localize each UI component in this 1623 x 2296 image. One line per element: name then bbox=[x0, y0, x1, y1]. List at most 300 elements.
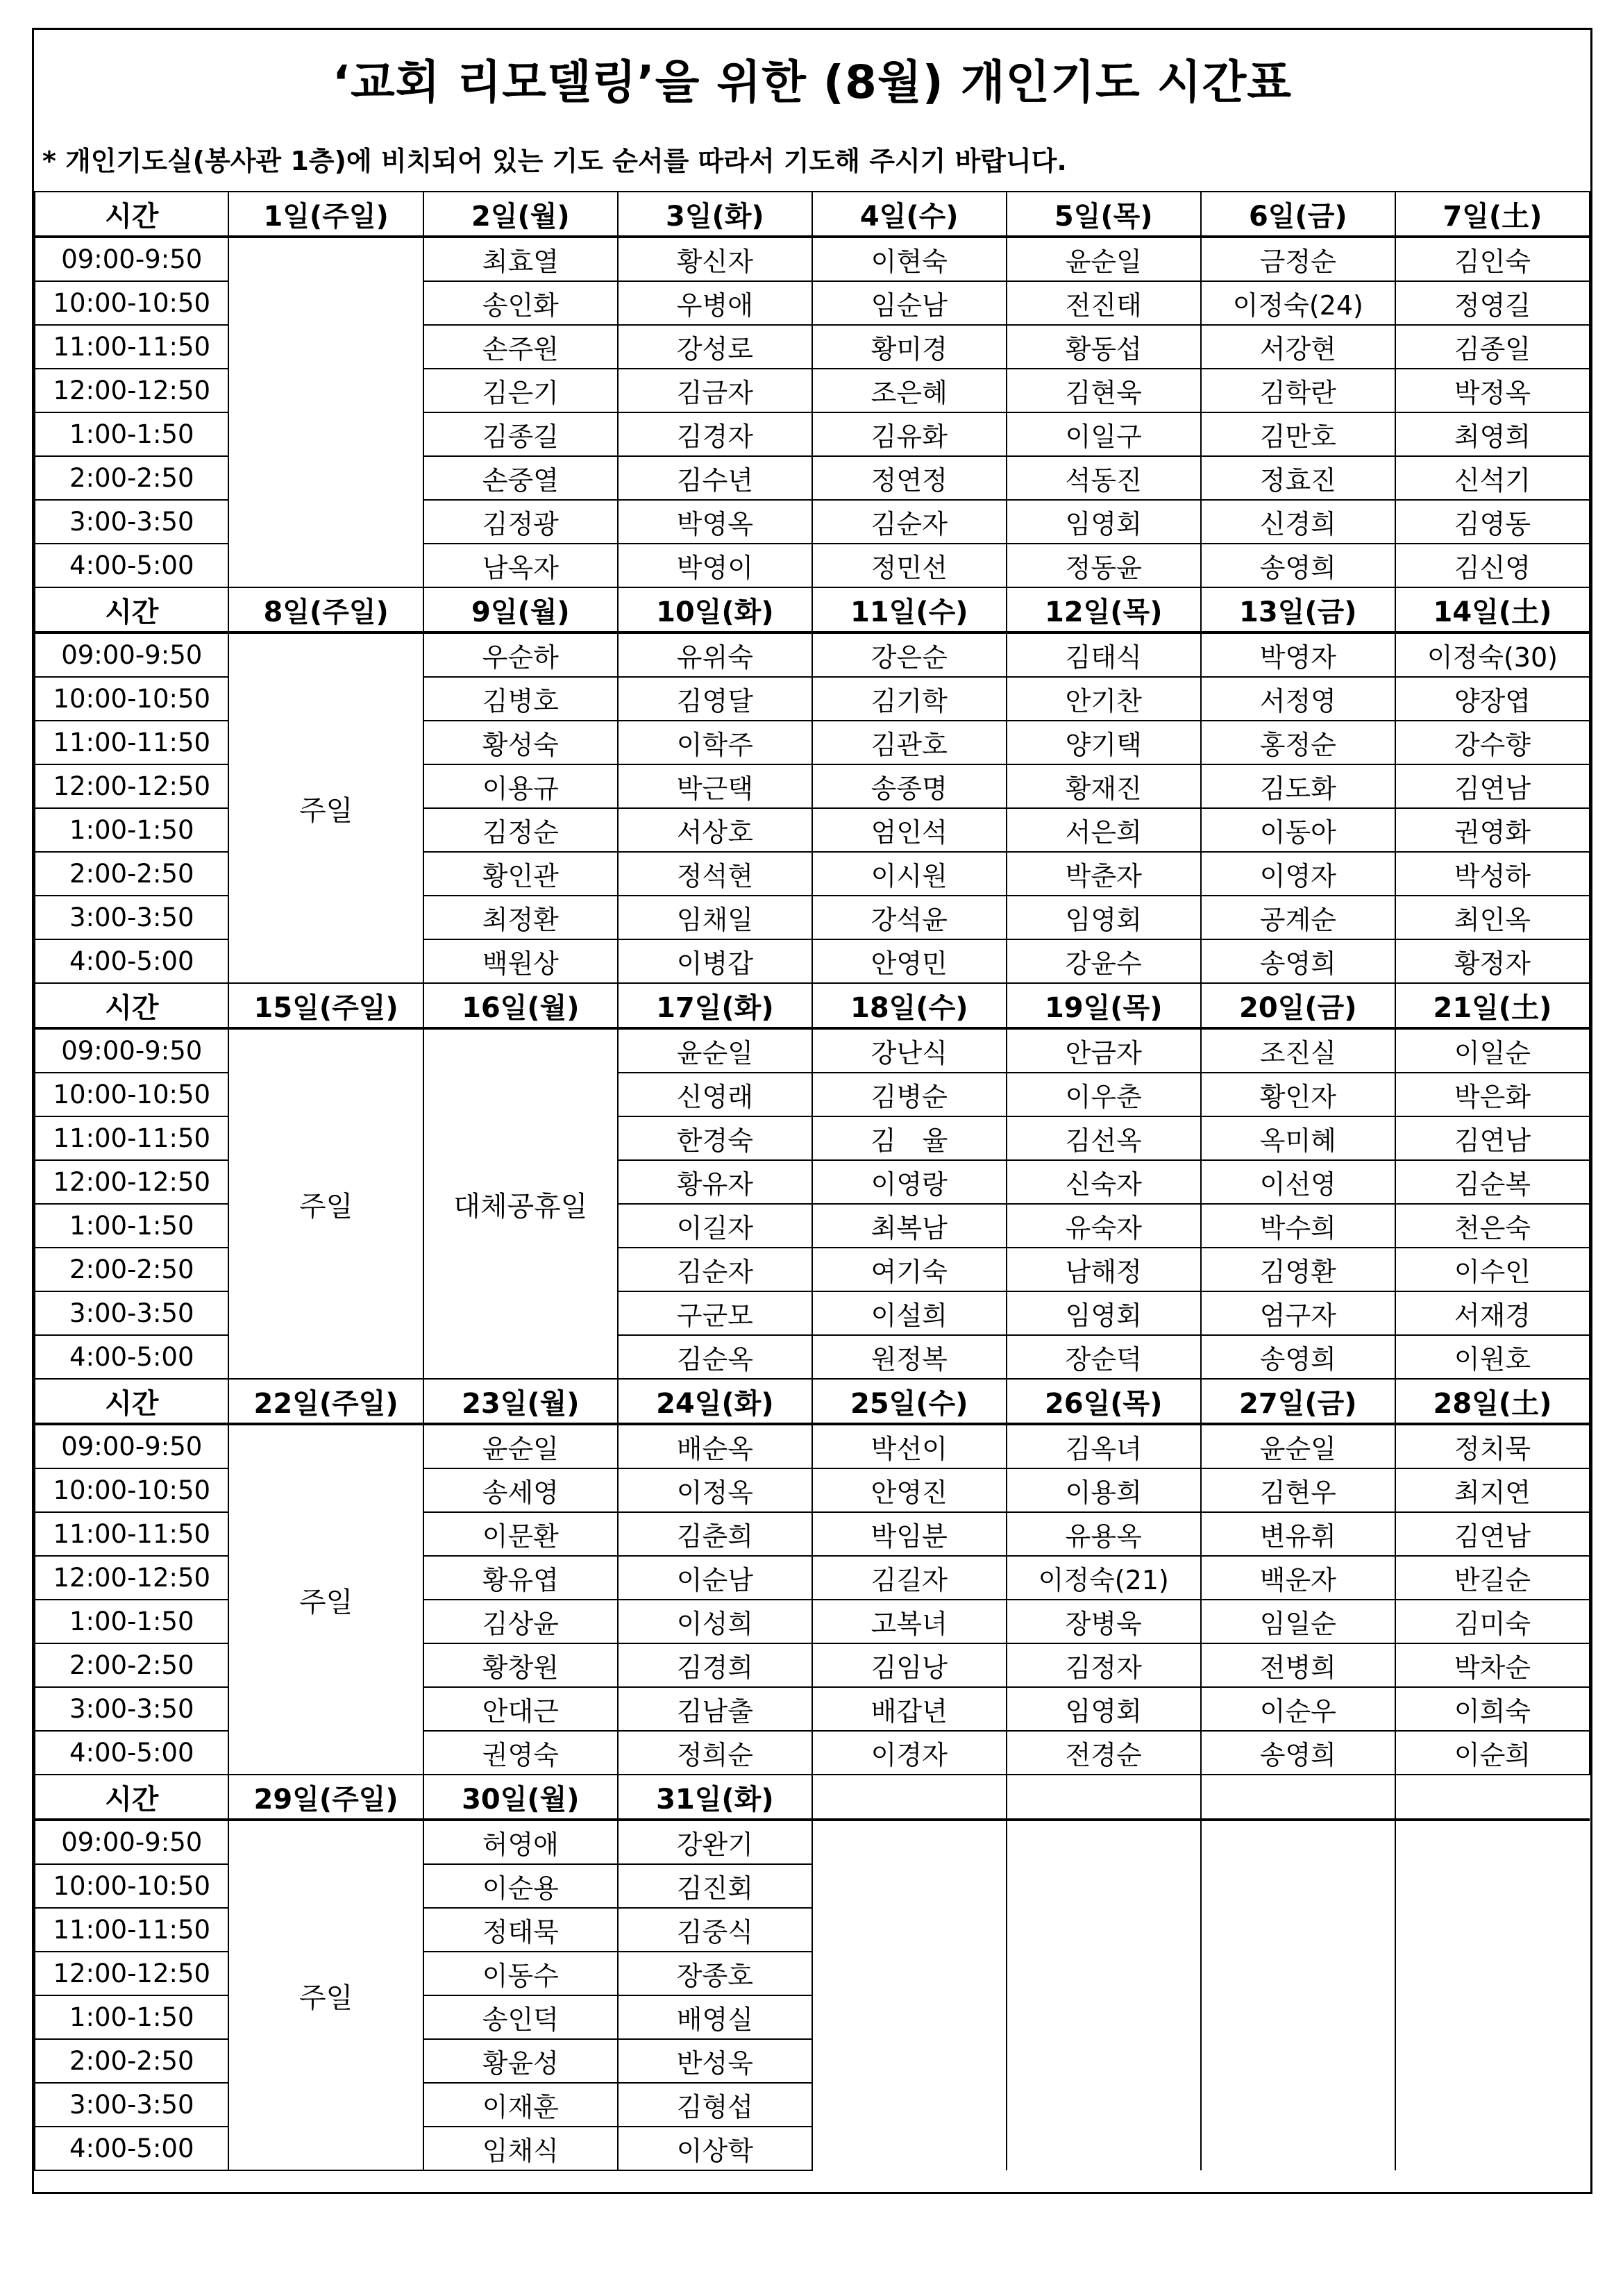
name-cell: 김학란 bbox=[1201, 369, 1395, 412]
name-cell: 김형섭 bbox=[618, 2083, 812, 2127]
name-cell: 이시원 bbox=[812, 852, 1007, 896]
empty-cell bbox=[1007, 1995, 1201, 2039]
name-cell: 송인화 bbox=[423, 281, 618, 325]
time-slot: 3:00-3:50 bbox=[35, 2083, 228, 2127]
week-header-row bbox=[35, 983, 1590, 1028]
day-header: 6일(금) bbox=[1201, 192, 1395, 237]
time-header: 시간 bbox=[35, 587, 228, 632]
name-cell: 정석현 bbox=[618, 852, 812, 896]
empty-cell bbox=[1201, 1820, 1395, 1864]
day-header: 26일(목) bbox=[1007, 1379, 1201, 1424]
empty-cell bbox=[812, 2127, 1007, 2170]
time-slot: 10:00-10:50 bbox=[35, 677, 228, 721]
name-cell: 김순복 bbox=[1395, 1160, 1590, 1204]
name-cell: 정태묵 bbox=[423, 1908, 618, 1952]
name-cell: 김길자 bbox=[812, 1556, 1007, 1600]
name-cell: 이병갑 bbox=[618, 939, 812, 983]
name-cell: 송인덕 bbox=[423, 1995, 618, 2039]
name-cell: 강석윤 bbox=[812, 896, 1007, 939]
name-cell: 이일순 bbox=[1395, 1028, 1590, 1073]
name-cell: 박임분 bbox=[812, 1512, 1007, 1556]
name-cell: 김춘희 bbox=[618, 1512, 812, 1556]
empty-cell bbox=[1007, 1952, 1201, 1995]
name-cell: 김병호 bbox=[423, 677, 618, 721]
name-cell: 홍정순 bbox=[1201, 721, 1395, 764]
time-header: 시간 bbox=[35, 192, 228, 237]
empty-cell bbox=[812, 1820, 1007, 1864]
time-slot: 10:00-10:50 bbox=[35, 281, 228, 325]
day-header: 7일(土) bbox=[1395, 192, 1590, 237]
name-cell: 송영희 bbox=[1201, 1731, 1395, 1775]
name-cell: 김연남 bbox=[1395, 764, 1590, 808]
time-slot: 12:00-12:50 bbox=[35, 764, 228, 808]
name-cell: 변유휘 bbox=[1201, 1512, 1395, 1556]
time-slot: 1:00-1:50 bbox=[35, 808, 228, 852]
name-cell: 황윤성 bbox=[423, 2039, 618, 2083]
day-header: 8일(주일) bbox=[228, 587, 423, 632]
empty-cell bbox=[812, 1775, 1007, 1820]
sunday-cell: 주일 bbox=[228, 1820, 423, 2170]
day-header: 17일(화) bbox=[618, 983, 812, 1028]
name-cell: 여기숙 bbox=[812, 1248, 1007, 1291]
name-cell: 김경희 bbox=[618, 1643, 812, 1687]
name-cell: 김신영 bbox=[1395, 544, 1590, 587]
name-cell: 원정복 bbox=[812, 1335, 1007, 1379]
name-cell: 윤순일 bbox=[423, 1424, 618, 1468]
name-cell: 박은화 bbox=[1395, 1073, 1590, 1116]
time-slot: 2:00-2:50 bbox=[35, 2039, 228, 2083]
name-cell: 서강현 bbox=[1201, 325, 1395, 369]
name-cell: 황유자 bbox=[618, 1160, 812, 1204]
name-cell: 박수희 bbox=[1201, 1204, 1395, 1248]
day-header: 29일(주일) bbox=[228, 1775, 423, 1820]
name-cell: 김진회 bbox=[618, 1864, 812, 1908]
name-cell: 김종일 bbox=[1395, 325, 1590, 369]
table-row bbox=[35, 237, 1590, 281]
time-slot: 4:00-5:00 bbox=[35, 939, 228, 983]
day-header: 5일(목) bbox=[1007, 192, 1201, 237]
name-cell: 우병애 bbox=[618, 281, 812, 325]
name-cell: 송세영 bbox=[423, 1468, 618, 1512]
name-cell: 김순자 bbox=[618, 1248, 812, 1291]
day-header: 21일(土) bbox=[1395, 983, 1590, 1028]
name-cell: 이용규 bbox=[423, 764, 618, 808]
name-cell: 박영자 bbox=[1201, 632, 1395, 677]
name-cell: 이순우 bbox=[1201, 1687, 1395, 1731]
day-header: 11일(수) bbox=[812, 587, 1007, 632]
name-cell: 김인숙 bbox=[1395, 237, 1590, 281]
name-cell: 박선이 bbox=[812, 1424, 1007, 1468]
name-cell: 안금자 bbox=[1007, 1028, 1201, 1073]
time-slot: 12:00-12:50 bbox=[35, 1556, 228, 1600]
name-cell: 안영민 bbox=[812, 939, 1007, 983]
empty-cell bbox=[1395, 2039, 1590, 2083]
name-cell: 이길자 bbox=[618, 1204, 812, 1248]
empty-cell bbox=[1201, 1864, 1395, 1908]
name-cell: 이재훈 bbox=[423, 2083, 618, 2127]
time-slot: 2:00-2:50 bbox=[35, 456, 228, 500]
name-cell: 이우춘 bbox=[1007, 1073, 1201, 1116]
empty-cell bbox=[1395, 1995, 1590, 2039]
name-cell: 박영이 bbox=[618, 544, 812, 587]
name-cell: 이설희 bbox=[812, 1291, 1007, 1335]
day-header: 1일(주일) bbox=[228, 192, 423, 237]
name-cell: 조진실 bbox=[1201, 1028, 1395, 1073]
empty-cell bbox=[1007, 2127, 1201, 2170]
name-cell: 황창원 bbox=[423, 1643, 618, 1687]
name-cell: 정동윤 bbox=[1007, 544, 1201, 587]
name-cell: 김 율 bbox=[812, 1116, 1007, 1160]
day-header: 16일(월) bbox=[423, 983, 618, 1028]
time-slot: 1:00-1:50 bbox=[35, 1204, 228, 1248]
empty-cell bbox=[1395, 2127, 1590, 2170]
name-cell: 박성하 bbox=[1395, 852, 1590, 896]
name-cell: 이순남 bbox=[618, 1556, 812, 1600]
name-cell: 안대근 bbox=[423, 1687, 618, 1731]
name-cell: 박정옥 bbox=[1395, 369, 1590, 412]
table-row bbox=[35, 1028, 1590, 1073]
name-cell: 강난식 bbox=[812, 1028, 1007, 1073]
name-cell: 김정자 bbox=[1007, 1643, 1201, 1687]
name-cell: 이순용 bbox=[423, 1864, 618, 1908]
name-cell: 황재진 bbox=[1007, 764, 1201, 808]
name-cell: 배순옥 bbox=[618, 1424, 812, 1468]
name-cell: 조은혜 bbox=[812, 369, 1007, 412]
empty-cell bbox=[812, 1908, 1007, 1952]
empty-cell bbox=[1007, 1820, 1201, 1864]
time-slot: 11:00-11:50 bbox=[35, 1908, 228, 1952]
name-cell: 임영회 bbox=[1007, 500, 1201, 544]
day-header: 3일(화) bbox=[618, 192, 812, 237]
time-slot: 4:00-5:00 bbox=[35, 1335, 228, 1379]
time-slot: 2:00-2:50 bbox=[35, 1248, 228, 1291]
name-cell: 송영희 bbox=[1201, 1335, 1395, 1379]
name-cell: 양기택 bbox=[1007, 721, 1201, 764]
name-cell: 황신자 bbox=[618, 237, 812, 281]
sunday-cell bbox=[228, 237, 423, 587]
name-cell: 강윤수 bbox=[1007, 939, 1201, 983]
time-slot: 09:00-9:50 bbox=[35, 1424, 228, 1468]
name-cell: 반길순 bbox=[1395, 1556, 1590, 1600]
name-cell: 김선옥 bbox=[1007, 1116, 1201, 1160]
name-cell: 박근택 bbox=[618, 764, 812, 808]
empty-cell bbox=[1201, 1952, 1395, 1995]
name-cell: 최지연 bbox=[1395, 1468, 1590, 1512]
instruction-note: * 개인기도실(봉사관 1층)에 비치되어 있는 기도 순서를 따라서 기도해 주시기 바랍니다. bbox=[42, 145, 1067, 176]
day-header: 30일(월) bbox=[423, 1775, 618, 1820]
time-slot: 3:00-3:50 bbox=[35, 1687, 228, 1731]
name-cell: 이일구 bbox=[1007, 412, 1201, 456]
name-cell: 양장엽 bbox=[1395, 677, 1590, 721]
name-cell: 황인관 bbox=[423, 852, 618, 896]
day-header: 2일(월) bbox=[423, 192, 618, 237]
day-header: 28일(土) bbox=[1395, 1379, 1590, 1424]
name-cell: 장순덕 bbox=[1007, 1335, 1201, 1379]
name-cell: 김경자 bbox=[618, 412, 812, 456]
name-cell: 김남출 bbox=[618, 1687, 812, 1731]
empty-cell bbox=[1395, 1952, 1590, 1995]
time-slot: 10:00-10:50 bbox=[35, 1468, 228, 1512]
time-slot: 2:00-2:50 bbox=[35, 852, 228, 896]
schedule-sheet bbox=[32, 28, 1592, 2194]
name-cell: 김옥녀 bbox=[1007, 1424, 1201, 1468]
name-cell: 황미경 bbox=[812, 325, 1007, 369]
name-cell: 유숙자 bbox=[1007, 1204, 1201, 1248]
day-header: 19일(목) bbox=[1007, 983, 1201, 1028]
name-cell: 박차순 bbox=[1395, 1643, 1590, 1687]
name-cell: 구군모 bbox=[618, 1291, 812, 1335]
day-header: 18일(수) bbox=[812, 983, 1007, 1028]
sunday-cell: 주일 bbox=[228, 1424, 423, 1775]
name-cell: 배갑년 bbox=[812, 1687, 1007, 1731]
name-cell: 전병희 bbox=[1201, 1643, 1395, 1687]
name-cell: 임채일 bbox=[618, 896, 812, 939]
name-cell: 김정광 bbox=[423, 500, 618, 544]
name-cell: 이영자 bbox=[1201, 852, 1395, 896]
name-cell: 김영달 bbox=[618, 677, 812, 721]
time-slot: 09:00-9:50 bbox=[35, 1028, 228, 1073]
day-header: 23일(월) bbox=[423, 1379, 618, 1424]
empty-cell bbox=[1201, 1908, 1395, 1952]
empty-cell bbox=[1201, 2083, 1395, 2127]
day-header: 10일(화) bbox=[618, 587, 812, 632]
name-cell: 김만호 bbox=[1201, 412, 1395, 456]
name-cell: 임순남 bbox=[812, 281, 1007, 325]
name-cell: 신경희 bbox=[1201, 500, 1395, 544]
name-cell: 이학주 bbox=[618, 721, 812, 764]
name-cell: 김연남 bbox=[1395, 1116, 1590, 1160]
name-cell: 김순자 bbox=[812, 500, 1007, 544]
time-slot: 11:00-11:50 bbox=[35, 721, 228, 764]
time-slot: 4:00-5:00 bbox=[35, 2127, 228, 2170]
day-header: 27일(금) bbox=[1201, 1379, 1395, 1424]
name-cell: 송영희 bbox=[1201, 939, 1395, 983]
name-cell: 서상호 bbox=[618, 808, 812, 852]
name-cell: 김영동 bbox=[1395, 500, 1590, 544]
table-row bbox=[35, 1424, 1590, 1468]
name-cell: 석동진 bbox=[1007, 456, 1201, 500]
empty-cell bbox=[1007, 2083, 1201, 2127]
day-header: 9일(월) bbox=[423, 587, 618, 632]
name-cell: 김종길 bbox=[423, 412, 618, 456]
name-cell: 송종명 bbox=[812, 764, 1007, 808]
name-cell: 정효진 bbox=[1201, 456, 1395, 500]
time-slot: 11:00-11:50 bbox=[35, 325, 228, 369]
name-cell: 이성희 bbox=[618, 1600, 812, 1643]
name-cell: 엄인석 bbox=[812, 808, 1007, 852]
empty-cell bbox=[812, 1995, 1007, 2039]
name-cell: 윤순일 bbox=[1007, 237, 1201, 281]
name-cell: 최효열 bbox=[423, 237, 618, 281]
time-slot: 1:00-1:50 bbox=[35, 412, 228, 456]
time-slot: 10:00-10:50 bbox=[35, 1073, 228, 1116]
name-cell: 김태식 bbox=[1007, 632, 1201, 677]
name-cell: 신석기 bbox=[1395, 456, 1590, 500]
name-cell: 백운자 bbox=[1201, 1556, 1395, 1600]
time-slot: 12:00-12:50 bbox=[35, 1160, 228, 1204]
empty-cell bbox=[812, 2039, 1007, 2083]
name-cell: 옥미혜 bbox=[1201, 1116, 1395, 1160]
empty-cell bbox=[1007, 1775, 1201, 1820]
name-cell: 공계순 bbox=[1201, 896, 1395, 939]
name-cell: 임영회 bbox=[1007, 1291, 1201, 1335]
name-cell: 김상윤 bbox=[423, 1600, 618, 1643]
name-cell: 임영회 bbox=[1007, 1687, 1201, 1731]
name-cell: 황동섭 bbox=[1007, 325, 1201, 369]
time-slot: 12:00-12:50 bbox=[35, 369, 228, 412]
empty-cell bbox=[1395, 2083, 1590, 2127]
name-cell: 이순희 bbox=[1395, 1731, 1590, 1775]
name-cell: 정희순 bbox=[618, 1731, 812, 1775]
empty-cell bbox=[1007, 1864, 1201, 1908]
table-row bbox=[35, 632, 1590, 677]
empty-cell bbox=[1201, 2039, 1395, 2083]
time-slot: 2:00-2:50 bbox=[35, 1643, 228, 1687]
holiday-cell: 대체공휴일 bbox=[423, 1028, 618, 1379]
name-cell: 이상학 bbox=[618, 2127, 812, 2170]
time-slot: 11:00-11:50 bbox=[35, 1512, 228, 1556]
name-cell: 김현우 bbox=[1201, 1468, 1395, 1512]
name-cell: 천은숙 bbox=[1395, 1204, 1590, 1248]
name-cell: 남해정 bbox=[1007, 1248, 1201, 1291]
day-header: 12일(목) bbox=[1007, 587, 1201, 632]
name-cell: 정영길 bbox=[1395, 281, 1590, 325]
name-cell: 김금자 bbox=[618, 369, 812, 412]
name-cell: 한경숙 bbox=[618, 1116, 812, 1160]
time-slot: 4:00-5:00 bbox=[35, 1731, 228, 1775]
empty-cell bbox=[1201, 2127, 1395, 2170]
name-cell: 장종호 bbox=[618, 1952, 812, 1995]
name-cell: 금정순 bbox=[1201, 237, 1395, 281]
name-cell: 이동아 bbox=[1201, 808, 1395, 852]
name-cell: 황인자 bbox=[1201, 1073, 1395, 1116]
name-cell: 김연남 bbox=[1395, 1512, 1590, 1556]
name-cell: 이용희 bbox=[1007, 1468, 1201, 1512]
name-cell: 유용옥 bbox=[1007, 1512, 1201, 1556]
empty-cell bbox=[1395, 1775, 1590, 1820]
name-cell: 신영래 bbox=[618, 1073, 812, 1116]
name-cell: 서정영 bbox=[1201, 677, 1395, 721]
name-cell: 손중열 bbox=[423, 456, 618, 500]
day-header: 22일(주일) bbox=[228, 1379, 423, 1424]
name-cell: 이현숙 bbox=[812, 237, 1007, 281]
sunday-cell: 주일 bbox=[228, 632, 423, 983]
name-cell: 최인옥 bbox=[1395, 896, 1590, 939]
name-cell: 정연정 bbox=[812, 456, 1007, 500]
empty-cell bbox=[1395, 1864, 1590, 1908]
name-cell: 이정옥 bbox=[618, 1468, 812, 1512]
name-cell: 장병욱 bbox=[1007, 1600, 1201, 1643]
day-header: 15일(주일) bbox=[228, 983, 423, 1028]
time-slot: 09:00-9:50 bbox=[35, 237, 228, 281]
name-cell: 강성로 bbox=[618, 325, 812, 369]
name-cell: 이원호 bbox=[1395, 1335, 1590, 1379]
time-slot: 11:00-11:50 bbox=[35, 1116, 228, 1160]
time-slot: 3:00-3:50 bbox=[35, 896, 228, 939]
name-cell: 유위숙 bbox=[618, 632, 812, 677]
day-header: 4일(수) bbox=[812, 192, 1007, 237]
time-slot: 09:00-9:50 bbox=[35, 632, 228, 677]
day-header: 24일(화) bbox=[618, 1379, 812, 1424]
name-cell: 허영애 bbox=[423, 1820, 618, 1864]
week-header-row bbox=[35, 1775, 1590, 1820]
day-header: 13일(금) bbox=[1201, 587, 1395, 632]
sunday-cell: 주일 bbox=[228, 1028, 423, 1379]
empty-cell bbox=[812, 1864, 1007, 1908]
page-title: ‘교회 리모델링’을 위한 (8월) 개인기도 시간표 bbox=[332, 55, 1293, 109]
name-cell: 이영랑 bbox=[812, 1160, 1007, 1204]
empty-cell bbox=[1395, 1908, 1590, 1952]
name-cell: 김병순 bbox=[812, 1073, 1007, 1116]
time-slot: 4:00-5:00 bbox=[35, 544, 228, 587]
name-cell: 반성욱 bbox=[618, 2039, 812, 2083]
name-cell: 황성숙 bbox=[423, 721, 618, 764]
name-cell: 박춘자 bbox=[1007, 852, 1201, 896]
name-cell: 김영환 bbox=[1201, 1248, 1395, 1291]
name-cell: 박영옥 bbox=[618, 500, 812, 544]
name-cell: 윤순일 bbox=[1201, 1424, 1395, 1468]
name-cell: 김은기 bbox=[423, 369, 618, 412]
day-header: 14일(土) bbox=[1395, 587, 1590, 632]
week-header-row bbox=[35, 587, 1590, 632]
name-cell: 엄구자 bbox=[1201, 1291, 1395, 1335]
name-cell: 김도화 bbox=[1201, 764, 1395, 808]
week-header-row bbox=[35, 1379, 1590, 1424]
time-slot: 1:00-1:50 bbox=[35, 1600, 228, 1643]
table-row bbox=[35, 1820, 1590, 1864]
name-cell: 백원상 bbox=[423, 939, 618, 983]
name-cell: 서은희 bbox=[1007, 808, 1201, 852]
empty-cell bbox=[1201, 1775, 1395, 1820]
name-cell: 김미숙 bbox=[1395, 1600, 1590, 1643]
name-cell: 전경순 bbox=[1007, 1731, 1201, 1775]
time-slot: 10:00-10:50 bbox=[35, 1864, 228, 1908]
name-cell: 안기찬 bbox=[1007, 677, 1201, 721]
day-header: 25일(수) bbox=[812, 1379, 1007, 1424]
name-cell: 임일순 bbox=[1201, 1600, 1395, 1643]
name-cell: 강은순 bbox=[812, 632, 1007, 677]
time-slot: 1:00-1:50 bbox=[35, 1995, 228, 2039]
name-cell: 김수년 bbox=[618, 456, 812, 500]
name-cell: 우순하 bbox=[423, 632, 618, 677]
time-slot: 3:00-3:50 bbox=[35, 1291, 228, 1335]
name-cell: 손주원 bbox=[423, 325, 618, 369]
empty-cell bbox=[812, 2083, 1007, 2127]
time-slot: 12:00-12:50 bbox=[35, 1952, 228, 1995]
name-cell: 정민선 bbox=[812, 544, 1007, 587]
empty-cell bbox=[1201, 1995, 1395, 2039]
name-cell: 강완기 bbox=[618, 1820, 812, 1864]
name-cell: 김관호 bbox=[812, 721, 1007, 764]
name-cell: 서재경 bbox=[1395, 1291, 1590, 1335]
day-header: 20일(금) bbox=[1201, 983, 1395, 1028]
name-cell: 최정환 bbox=[423, 896, 618, 939]
week-header-row bbox=[35, 192, 1590, 237]
name-cell: 황정자 bbox=[1395, 939, 1590, 983]
empty-cell bbox=[1007, 1908, 1201, 1952]
time-header: 시간 bbox=[35, 1379, 228, 1424]
name-cell: 최복남 bbox=[812, 1204, 1007, 1248]
prayer-schedule-table bbox=[34, 191, 1590, 2171]
name-cell: 신숙자 bbox=[1007, 1160, 1201, 1204]
name-cell: 이수인 bbox=[1395, 1248, 1590, 1291]
name-cell: 김순옥 bbox=[618, 1335, 812, 1379]
empty-cell bbox=[1395, 1820, 1590, 1864]
name-cell: 이경자 bbox=[812, 1731, 1007, 1775]
name-cell: 이희숙 bbox=[1395, 1687, 1590, 1731]
name-cell: 황유엽 bbox=[423, 1556, 618, 1600]
time-header: 시간 bbox=[35, 983, 228, 1028]
